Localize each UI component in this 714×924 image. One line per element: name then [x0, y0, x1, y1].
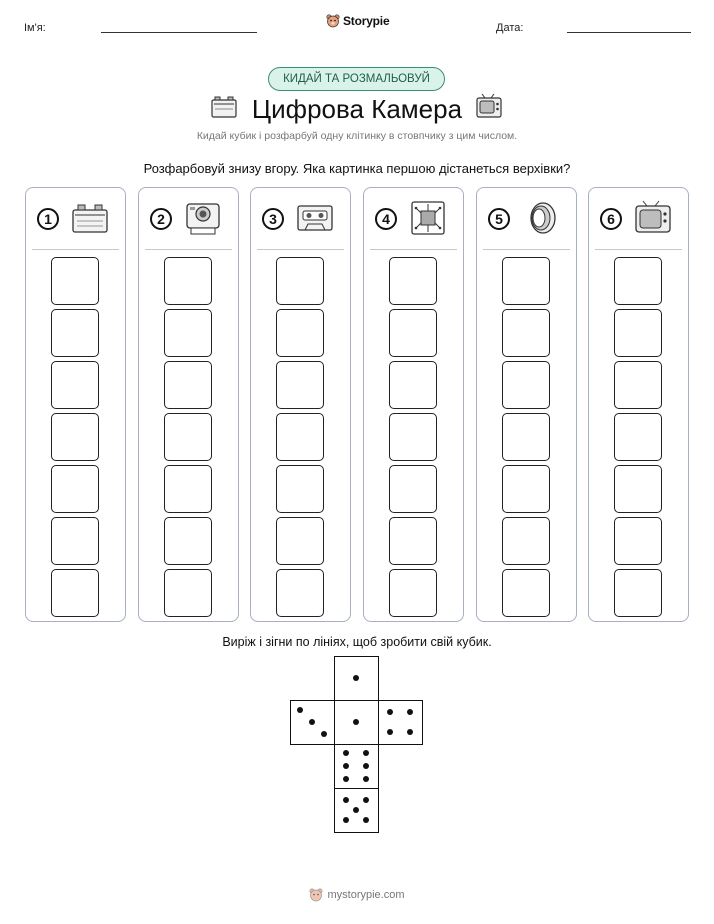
die-pip [407, 709, 413, 715]
coloring-cell[interactable] [164, 309, 212, 357]
coloring-cell[interactable] [389, 465, 437, 513]
coloring-cell[interactable] [614, 465, 662, 513]
coloring-cell[interactable] [164, 517, 212, 565]
die-pip [343, 776, 349, 782]
die-pip [363, 763, 369, 769]
die-face-6 [334, 744, 379, 789]
die-face-1 [334, 656, 379, 701]
die-pip [353, 807, 359, 813]
microchip-icon [408, 200, 448, 236]
column-number: 4 [375, 208, 397, 230]
coloring-cell[interactable] [51, 257, 99, 305]
column-number: 2 [150, 208, 172, 230]
coloring-cell[interactable] [502, 309, 550, 357]
brand-logo [326, 14, 389, 28]
die-face-3 [290, 700, 335, 745]
die-pip [309, 719, 315, 725]
coloring-cell[interactable] [502, 361, 550, 409]
coloring-cell[interactable] [164, 465, 212, 513]
column-number: 3 [262, 208, 284, 230]
coloring-cell[interactable] [389, 309, 437, 357]
coloring-instruction: Розфарбовуй знизу вгору. Яка картинка першою дістанеться верхівки? [143, 161, 571, 176]
page-title: Цифрова Камера [251, 94, 463, 124]
die-pip [321, 731, 327, 737]
coloring-cell[interactable] [614, 257, 662, 305]
coloring-cell[interactable] [389, 361, 437, 409]
cassette-tape-icon [295, 200, 335, 236]
coloring-cell[interactable] [51, 361, 99, 409]
name-line[interactable] [101, 32, 257, 33]
die-pip [343, 763, 349, 769]
die-face-5 [334, 788, 379, 833]
column-1 [25, 187, 126, 622]
die-pip [387, 709, 393, 715]
column-2 [138, 187, 239, 622]
coloring-cell[interactable] [51, 413, 99, 461]
retro-tv-icon [474, 92, 504, 122]
bear-logo-icon [309, 888, 323, 902]
coloring-cell[interactable] [276, 257, 324, 305]
cut-instruction: Виріж і зігни по лініях, щоб зробити свій кубик. [222, 635, 492, 649]
die-pip [363, 750, 369, 756]
coloring-cell[interactable] [276, 361, 324, 409]
die-pip [387, 729, 393, 735]
column-number: 5 [488, 208, 510, 230]
die-pip [343, 817, 349, 823]
coloring-cell[interactable] [614, 361, 662, 409]
die-pip [353, 675, 359, 681]
die-pip [343, 797, 349, 803]
column-number: 1 [37, 208, 59, 230]
die-pip [363, 797, 369, 803]
coloring-cell[interactable] [276, 465, 324, 513]
coloring-cell[interactable] [164, 569, 212, 617]
game-type-badge: КИДАЙ ТА РОЗМАЛЬОВУЙ [268, 67, 445, 91]
coloring-cell[interactable] [502, 569, 550, 617]
column-3 [250, 187, 351, 622]
coloring-cell[interactable] [389, 517, 437, 565]
coloring-cell[interactable] [164, 413, 212, 461]
coloring-cell[interactable] [276, 517, 324, 565]
footer [0, 888, 714, 902]
instant-camera-icon [183, 200, 223, 236]
die-pip [407, 729, 413, 735]
coloring-cell[interactable] [502, 257, 550, 305]
die-face-1b [334, 700, 379, 745]
die-pip [343, 750, 349, 756]
die-face-4 [378, 700, 423, 745]
coloring-cell[interactable] [276, 413, 324, 461]
coloring-cell[interactable] [51, 309, 99, 357]
die-pip [363, 776, 369, 782]
die-pip [363, 817, 369, 823]
coloring-cell[interactable] [389, 569, 437, 617]
coloring-cell[interactable] [276, 569, 324, 617]
column-number: 6 [600, 208, 622, 230]
coloring-cell[interactable] [502, 465, 550, 513]
coloring-cell[interactable] [276, 309, 324, 357]
page-subtitle: Кидай кубик і розфарбуй одну клітинку в стовпчику з цим числом. [196, 130, 518, 142]
column-6 [588, 187, 689, 622]
retro-tv-icon [633, 200, 673, 236]
coloring-cell[interactable] [614, 413, 662, 461]
coloring-cell[interactable] [389, 413, 437, 461]
coloring-cell[interactable] [502, 517, 550, 565]
bear-logo-icon [326, 14, 340, 28]
coloring-cell[interactable] [51, 569, 99, 617]
coloring-cell[interactable] [614, 309, 662, 357]
footer-url[interactable]: mystorypie.com [327, 889, 405, 901]
coloring-cell[interactable] [614, 569, 662, 617]
brand-name: Storypie [343, 14, 390, 28]
date-line[interactable] [567, 32, 691, 33]
car-battery-icon [70, 200, 110, 236]
column-4 [363, 187, 464, 622]
column-5 [476, 187, 577, 622]
coloring-cell[interactable] [164, 257, 212, 305]
coloring-cell[interactable] [614, 517, 662, 565]
coloring-cell[interactable] [164, 361, 212, 409]
date-label: Дата: [496, 22, 524, 34]
coloring-cell[interactable] [502, 413, 550, 461]
coloring-cell[interactable] [389, 257, 437, 305]
name-label: Ім'я: [24, 22, 46, 34]
coloring-cell[interactable] [51, 465, 99, 513]
coloring-cell[interactable] [51, 517, 99, 565]
camera-lens-icon [521, 200, 561, 236]
die-pip [297, 707, 303, 713]
die-pip [353, 719, 359, 725]
